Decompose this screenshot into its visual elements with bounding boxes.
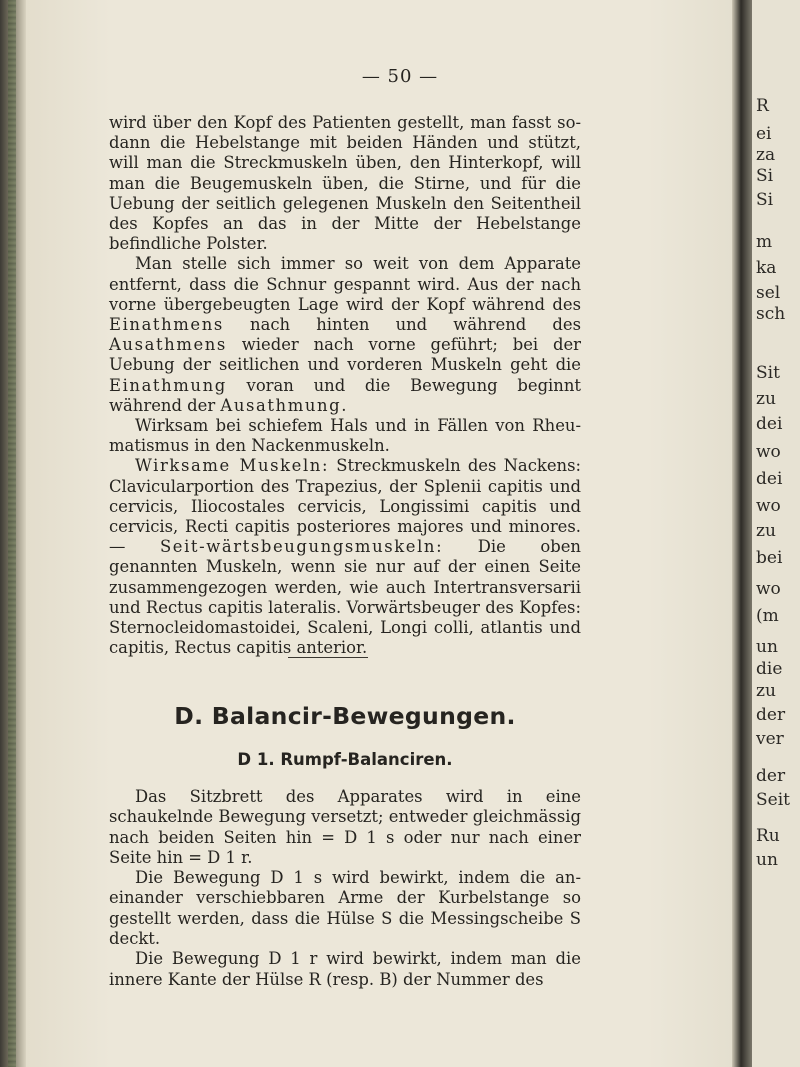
emphasized-word: Ausathmens xyxy=(109,335,227,355)
emphasized-word: Einathmens xyxy=(109,315,224,335)
adjacent-page-text: wo xyxy=(756,442,781,462)
paragraph: wird über den Kopf des Patienten gestellt, man fasst so-dann die Hebelstange mit beiden Händen und stützt, will man die Streckmuskeln üben, den Hinterkopf, will man die Beugemuskeln üben, die Stirne, und für die Uebung der seitlich gelegenen Muskeln den Seitentheil des Kopfes an das in der Mitte der Hebelstange befindliche Polster. xyxy=(109,113,581,254)
muscles-label: Seit-wärtsbeugungsmuskeln: xyxy=(159,537,444,557)
muscles-paragraph xyxy=(109,456,581,658)
adjacent-page-text: un xyxy=(756,637,778,657)
page-gutter xyxy=(732,0,752,1067)
book-binding xyxy=(8,0,16,1067)
body-text-top xyxy=(109,113,581,658)
adjacent-page-text: Si xyxy=(756,166,774,186)
muscles-text: Die oben genannten Muskeln, wenn sie nur auf der einen Seite zusammengezogen werden, wie auch Intertransversarii und Rectus capitis lateralis. Vorwärtsbeuger des Kopfes: Sternocleidomastoidei, Scaleni, Longi colli, atlantis und capitis, Rectus capitis anterior. xyxy=(109,537,581,658)
adjacent-page-text: sel xyxy=(756,283,781,303)
paragraph: Man stelle sich immer so weit von dem Apparate entfernt, dass die Schnur gespannt wird. Aus der nach vorne übergebeugten Lage wird der Kopf während des Einathmens nach hinten und während des Ausathmens wieder nach vorne geführt; bei der Uebung der seitlichen und vorderen Muskeln geht die Einathmung voran und die Bewegung beginnt während der Ausathmung. xyxy=(109,254,581,415)
adjacent-page-strip xyxy=(752,0,800,1067)
sub-heading: D 1. Rumpf-Balanciren. xyxy=(237,750,453,769)
adjacent-page-text: sch xyxy=(756,304,786,324)
muscles-text: Streckmuskeln des Nackens: Clavicularportion des Trapezius, der Splenii capitis und cervicis, Iliocostales cervicis, Longissimi capitis und cervicis, Recti capitis posteriores majores und minores. — xyxy=(109,456,582,557)
adjacent-page-text: ei xyxy=(756,124,772,144)
adjacent-page-text: zu xyxy=(756,521,776,541)
adjacent-page-text: Sit xyxy=(756,363,780,383)
adjacent-page-text: die xyxy=(756,659,783,679)
paragraph: Wirksam bei schiefem Hals und in Fällen von Rheu-matismus in den Nackenmuskeln. xyxy=(109,416,581,456)
adjacent-page-text: dei xyxy=(756,414,783,434)
adjacent-page-text: (m xyxy=(756,606,779,626)
adjacent-page-text: za xyxy=(756,145,776,165)
emphasized-word: Ausathmung xyxy=(220,395,342,415)
adjacent-page-text: zu xyxy=(756,681,776,701)
adjacent-page-text: wo xyxy=(756,579,781,599)
adjacent-page-text: der xyxy=(756,705,786,725)
section-divider xyxy=(288,657,368,658)
paragraph: Das Sitzbrett des Apparates wird in eine schaukelnde Bewegung versetzt; entweder gleichmässig nach beiden Seiten hin = D 1 s oder nur nach einer Seite hin = D 1 r. xyxy=(109,787,581,867)
adjacent-page-text: dei xyxy=(756,469,783,489)
adjacent-page-text: R xyxy=(756,96,769,116)
paragraph: Die Bewegung D 1 s wird bewirkt, indem die an-einander verschiebbaren Arme der Kurbelstange so gestellt werden, dass die Hülse S die Messingscheibe S deckt. xyxy=(109,868,581,949)
adjacent-page-text: zu xyxy=(756,389,776,409)
emphasized-word: Einathmung xyxy=(109,375,227,395)
body-text-bottom xyxy=(109,787,581,990)
muscles-label: Wirksame Muskeln: xyxy=(135,456,330,476)
adjacent-page-text: ver xyxy=(756,729,784,749)
paragraph: Die Bewegung D 1 r wird bewirkt, indem man die innere Kante der Hülse R (resp. B) der Nummer des xyxy=(109,949,581,989)
section-heading: D. Balancir-Bewegungen. xyxy=(174,702,516,730)
adjacent-page-text: m xyxy=(756,232,773,252)
adjacent-page-text: bei xyxy=(756,548,783,568)
adjacent-page-text: der xyxy=(756,766,786,786)
adjacent-page-text: Ru xyxy=(756,826,780,846)
adjacent-page-text: Seit xyxy=(756,790,790,810)
adjacent-page-text: wo xyxy=(756,496,781,516)
page-number: — 50 — xyxy=(361,66,439,87)
adjacent-page-text: Si xyxy=(756,190,774,210)
adjacent-page-text: ka xyxy=(756,258,777,278)
adjacent-page-text: un xyxy=(756,850,778,870)
